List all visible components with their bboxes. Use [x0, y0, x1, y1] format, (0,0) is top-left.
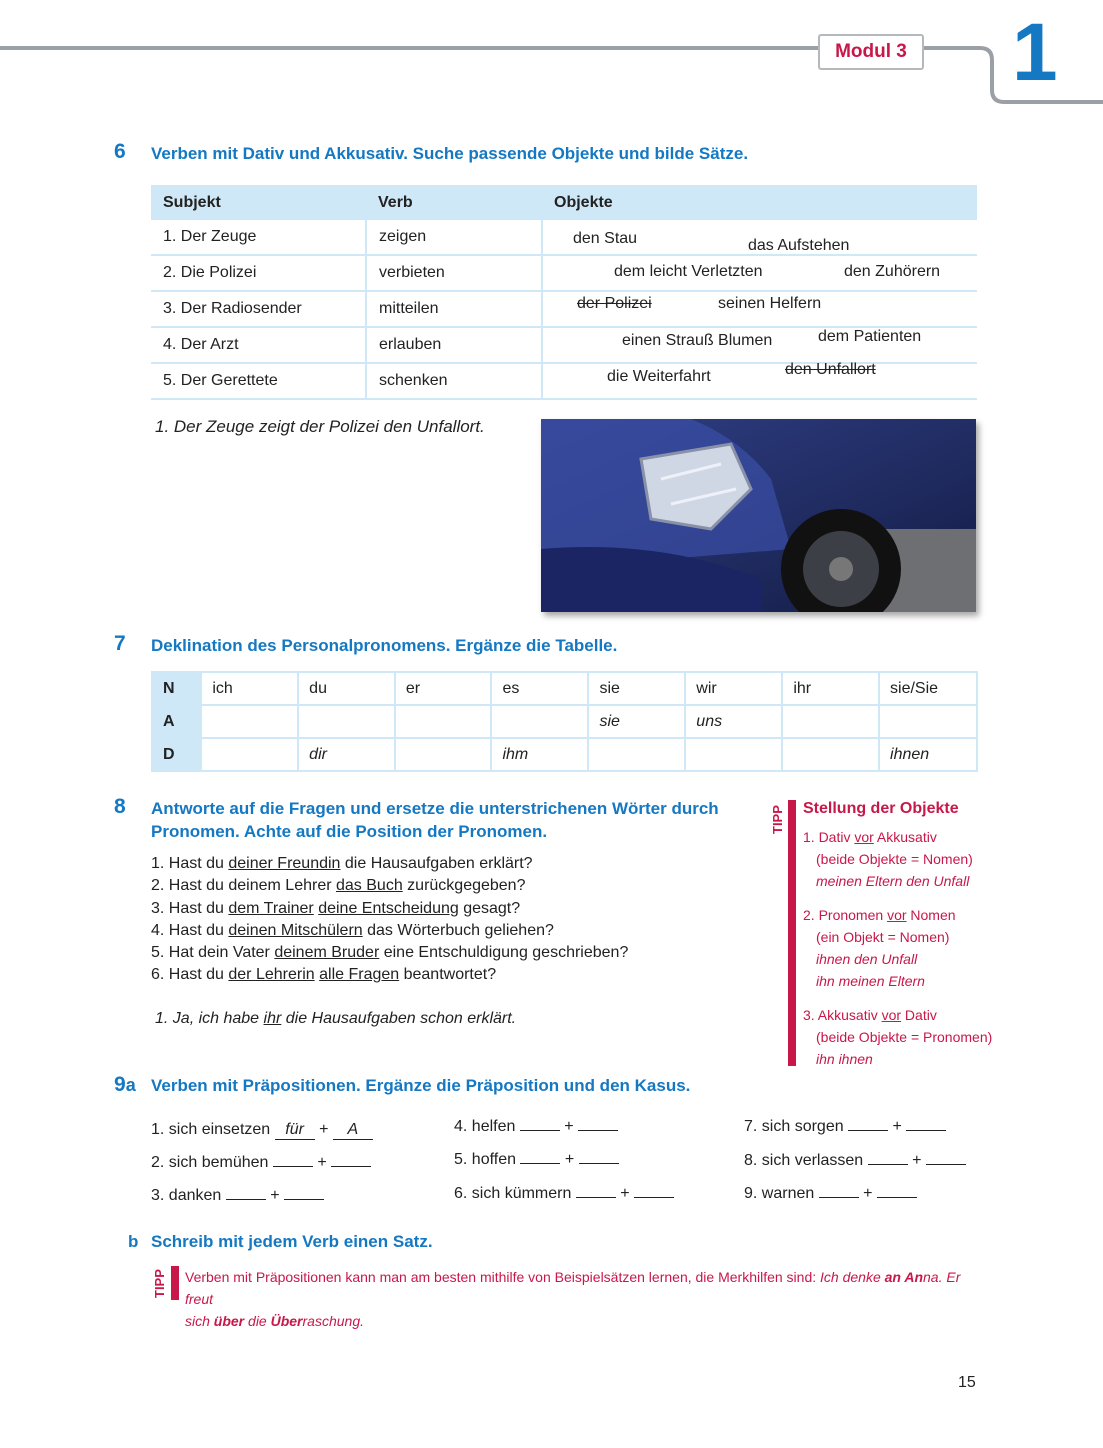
column-header: Subjekt [151, 185, 366, 220]
table-row [151, 220, 977, 255]
tipp-rule-2-example: ihnen den Unfall [816, 951, 918, 967]
answer-cell[interactable] [879, 705, 977, 738]
task-number: 8 [114, 795, 126, 818]
table-row [152, 705, 977, 738]
task-number: 6 [114, 140, 126, 163]
preposition-blank[interactable] [520, 1130, 560, 1131]
question-5: 5. Hat dein Vater deinem Bruder eine Entschuldigung geschrieben? [151, 944, 629, 961]
answer-cell[interactable] [685, 738, 782, 771]
preposition-blank[interactable] [520, 1163, 560, 1164]
question-6: 6. Hast du der Lehrerin alle Fragen beantwortet? [151, 966, 497, 983]
answer-cell[interactable] [298, 705, 395, 738]
pronoun-declension-table [151, 671, 978, 772]
tipp-bar [171, 1266, 179, 1300]
example-sentence: 1. Der Zeuge zeigt der Polizei den Unfallort. [155, 417, 485, 436]
task-number: 9a [114, 1073, 136, 1096]
case-blank[interactable] [877, 1197, 917, 1198]
module-label: Modul 3 [818, 34, 924, 70]
object-option-crossed: der Polizei [577, 295, 652, 312]
tipp-bar [788, 800, 796, 1066]
answer-cell[interactable]: sie [588, 705, 685, 738]
question-4: 4. Hast du deinen Mitschülern das Wörterbuch geliehen? [151, 922, 554, 939]
task-number: 7 [114, 632, 126, 655]
tipp-title: Stellung der Objekte [803, 800, 959, 817]
exercise-item: 4. helfen + [454, 1118, 618, 1136]
table-cell: sie/Sie [879, 672, 977, 705]
subtask-letter: b [128, 1232, 139, 1251]
preposition-blank[interactable] [576, 1197, 616, 1198]
column-header: Objekte [542, 185, 977, 220]
table-cell: du [298, 672, 395, 705]
verb-cell: verbieten [366, 255, 542, 291]
object-option: dem leicht Verletzten [614, 263, 763, 280]
object-option: den Stau [573, 230, 638, 247]
subject-cell: 3. Der Radiosender [151, 291, 366, 327]
answer-cell[interactable] [395, 705, 492, 738]
object-option: seinen Helfern [718, 295, 822, 312]
tipp-rule-1-note: (beide Objekte = Nomen) [816, 851, 973, 867]
subject-cell: 4. Der Arzt [151, 327, 366, 363]
task-title: Verben mit Präpositionen. Ergänze die Präposition und den Kasus. [151, 1076, 691, 1095]
answer-cell[interactable] [782, 705, 879, 738]
answer-cell[interactable]: ihnen [879, 738, 977, 771]
tipp-rule-2-note: (ein Objekt = Nomen) [816, 929, 950, 945]
case-blank[interactable] [906, 1130, 946, 1131]
answer-cell[interactable]: uns [685, 705, 782, 738]
case-label: D [152, 738, 201, 771]
case-label: A [152, 705, 201, 738]
answer-cell[interactable]: ihm [491, 738, 588, 771]
answer-cell[interactable] [201, 738, 298, 771]
case-blank[interactable]: A [333, 1121, 373, 1140]
answer-cell[interactable] [588, 738, 685, 771]
question-2: 2. Hast du deinem Lehrer das Buch zurückgegeben? [151, 877, 526, 894]
preposition-blank[interactable]: für [275, 1121, 315, 1140]
answer-cell[interactable]: dir [298, 738, 395, 771]
task-title: Verben mit Dativ und Akkusativ. Suche passende Objekte und bilde Sätze. [151, 144, 749, 163]
exercise-item: 3. danken + [151, 1187, 324, 1205]
subject-cell: 2. Die Polizei [151, 255, 366, 291]
tipp-rule-2-example: ihn meinen Eltern [816, 973, 925, 989]
header-rule [0, 46, 830, 50]
tipp-rule-1-example: meinen Eltern den Unfall [816, 873, 970, 889]
subject-cell: 5. Der Gerettete [151, 363, 366, 399]
question-3: 3. Hast du dem Trainer deine Entscheidung gesagt? [151, 900, 521, 917]
task-title: Antworte auf die Fragen und ersetze die unterstrichenen Wörter durch [151, 799, 719, 818]
exercise-item: 8. sich verlassen + [744, 1152, 966, 1170]
verb-cell: zeigen [366, 220, 542, 255]
verb-cell: schenken [366, 363, 542, 399]
subject-cell: 1. Der Zeuge [151, 220, 366, 255]
chapter-number: 1 [1012, 7, 1058, 98]
preposition-blank[interactable] [868, 1164, 908, 1165]
exercise-item: 6. sich kümmern + [454, 1185, 674, 1203]
case-blank[interactable] [284, 1199, 324, 1200]
tipp-rule-3-note: (beide Objekte = Pronomen) [816, 1029, 993, 1045]
table-row [152, 738, 977, 771]
object-option: das Aufstehen [748, 237, 850, 254]
table-row [151, 291, 977, 327]
answer-cell[interactable] [201, 705, 298, 738]
table-cell: es [491, 672, 588, 705]
exercise-item: 2. sich bemühen + [151, 1154, 371, 1172]
object-option: den Zuhörern [844, 263, 941, 280]
tipp-rule-1: 1. Dativ vor Akkusativ [803, 829, 937, 845]
table-cell: sie [588, 672, 685, 705]
exercise-item: 1. sich einsetzen für + A [151, 1121, 373, 1140]
tipp-label: TIPP [770, 805, 785, 834]
preposition-blank[interactable] [273, 1166, 313, 1167]
object-option: einen Strauß Blumen [622, 332, 773, 349]
exercise-item: 9. warnen + [744, 1185, 917, 1203]
exercise-item: 5. hoffen + [454, 1151, 619, 1169]
page-number: 15 [958, 1374, 976, 1391]
question-1: 1. Hast du deiner Freundin die Hausaufgaben erklärt? [151, 855, 533, 872]
preposition-blank[interactable] [819, 1197, 859, 1198]
exercise-item: 7. sich sorgen + [744, 1118, 946, 1136]
task-title: Deklination des Personalpronomens. Ergänze die Tabelle. [151, 636, 618, 655]
table-cell: wir [685, 672, 782, 705]
case-blank[interactable] [579, 1163, 619, 1164]
case-blank[interactable] [634, 1197, 674, 1198]
task-title-line2: Pronomen. Achte auf die Position der Pronomen. [151, 822, 548, 841]
table-cell: er [395, 672, 492, 705]
subtask-title: Schreib mit jedem Verb einen Satz. [151, 1232, 433, 1251]
answer-cell[interactable] [491, 705, 588, 738]
tipp-rule-3-example: ihn ihnen [816, 1051, 873, 1067]
table-cell: ich [201, 672, 298, 705]
case-blank[interactable] [926, 1164, 966, 1165]
object-option: die Weiterfahrt [607, 368, 711, 385]
car-accident-photo [541, 419, 976, 612]
answer-cell[interactable] [395, 738, 492, 771]
preposition-blank[interactable] [848, 1130, 888, 1131]
case-label: N [152, 672, 201, 705]
example-answer: 1. Ja, ich habe ihr die Hausaufgaben schon erklärt. [155, 1010, 517, 1027]
column-header: Verb [366, 185, 542, 220]
case-blank[interactable] [331, 1166, 371, 1167]
object-option-crossed: den Unfallort [785, 361, 876, 378]
table-row [152, 672, 977, 705]
table-cell: ihr [782, 672, 879, 705]
case-blank[interactable] [578, 1130, 618, 1131]
verb-cell: mitteilen [366, 291, 542, 327]
answer-cell[interactable] [782, 738, 879, 771]
tipp-text: Verben mit Präpositionen kann man am besten mithilfe von Beispielsätzen lernen, die Merkhilfen sind: Ich denke an Anna. Er freut sich über die Überraschung. [185, 1269, 961, 1329]
tipp-rule-2: 2. Pronomen vor Nomen [803, 907, 956, 923]
verb-cell: erlauben [366, 327, 542, 363]
object-option: dem Patienten [818, 328, 922, 345]
tipp-label: TIPP [152, 1269, 167, 1298]
tipp-rule-3: 3. Akkusativ vor Dativ [803, 1007, 937, 1023]
preposition-blank[interactable] [226, 1199, 266, 1200]
